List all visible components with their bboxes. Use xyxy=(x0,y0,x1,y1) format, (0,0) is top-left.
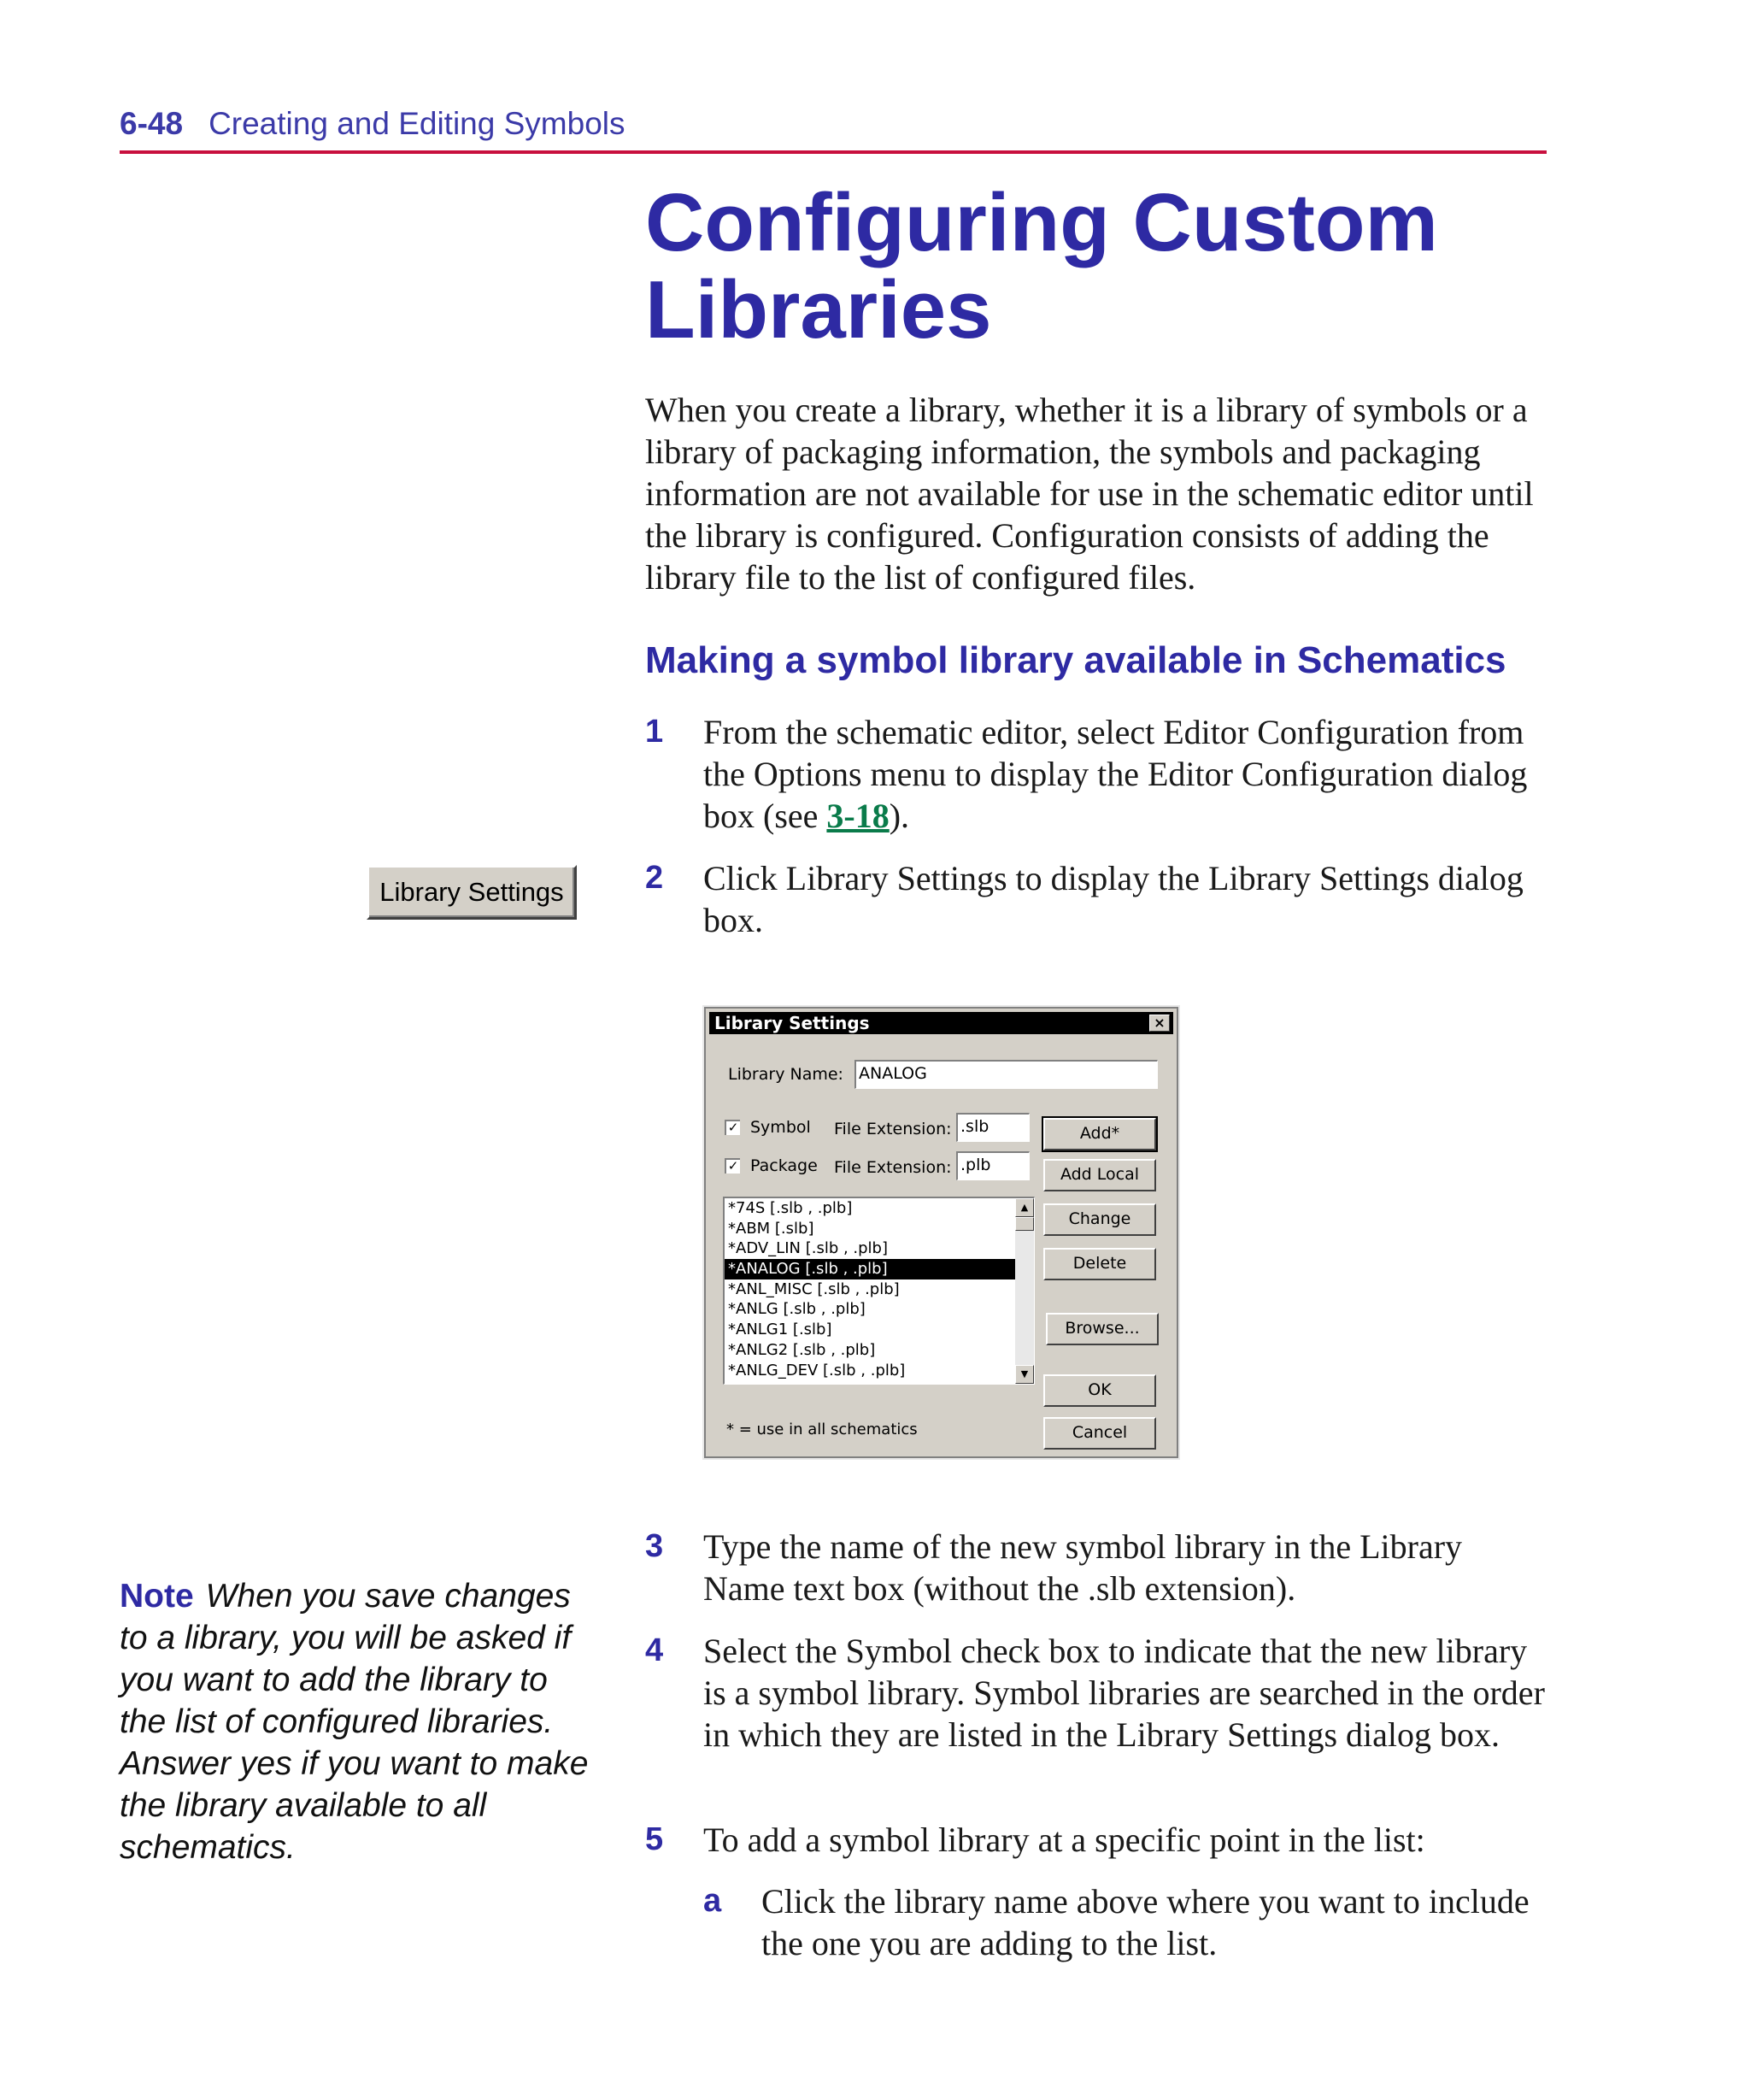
step-text-part: ). xyxy=(889,797,910,835)
step-text: Click Library Settings to display the Library Settings dialog box. xyxy=(703,859,1524,939)
package-label: Package xyxy=(750,1156,818,1175)
library-list-item[interactable]: *ANLG_DEV [.slb , .plb] xyxy=(728,1361,906,1379)
package-extension-input[interactable]: .plb xyxy=(956,1151,1030,1180)
ok-button[interactable]: OK xyxy=(1043,1374,1156,1407)
library-settings-dialog xyxy=(704,1007,1178,1458)
cross-reference-link[interactable]: 3-18 xyxy=(826,797,890,835)
step-text: To add a symbol library at a specific point in the list: xyxy=(703,1821,1425,1859)
add-button[interactable]: Add* xyxy=(1043,1118,1156,1150)
step-number: 1 xyxy=(645,714,664,750)
step-4 xyxy=(645,1630,1551,1756)
package-checkbox[interactable]: ✓ xyxy=(725,1158,740,1174)
chapter-title: Creating and Editing Symbols xyxy=(208,106,625,141)
margin-note xyxy=(120,1575,598,1868)
scroll-down-icon[interactable]: ▼ xyxy=(1015,1365,1034,1384)
add-local-button[interactable]: Add Local xyxy=(1043,1159,1156,1191)
scroll-up-icon[interactable]: ▲ xyxy=(1015,1198,1034,1217)
library-name-input[interactable]: ANALOG xyxy=(854,1060,1158,1089)
library-list-item[interactable]: *ANLG1 [.slb] xyxy=(728,1321,832,1339)
step-number: 5 xyxy=(645,1821,664,1857)
step-5 xyxy=(645,1819,1551,1861)
library-list-item[interactable]: *ADV_LIN [.slb , .plb] xyxy=(728,1239,889,1258)
browse-button[interactable]: Browse... xyxy=(1046,1313,1159,1345)
library-name-label: Library Name: xyxy=(728,1065,843,1084)
step-number: 4 xyxy=(645,1632,664,1668)
library-list-item[interactable]: *74S [.slb , .plb] xyxy=(728,1199,853,1217)
library-list-item[interactable]: *ANL_MISC [.slb , .plb] xyxy=(728,1279,900,1298)
step-letter: a xyxy=(703,1883,722,1919)
step-1 xyxy=(645,711,1551,837)
scroll-thumb[interactable] xyxy=(1015,1217,1034,1231)
delete-button[interactable]: Delete xyxy=(1043,1248,1156,1280)
symbol-extension-input[interactable]: .slb xyxy=(956,1113,1030,1142)
symbol-extension-label: File Extension: xyxy=(834,1120,952,1138)
section-heading: Making a symbol library available in Schematics xyxy=(645,639,1506,681)
note-label: Note xyxy=(120,1578,194,1615)
library-settings-button[interactable]: Library Settings xyxy=(367,865,577,920)
step-text: Click the library name above where you want to include the one you are adding to the list. xyxy=(761,1882,1530,1962)
symbol-checkbox[interactable]: ✓ xyxy=(725,1120,740,1135)
library-list-item[interactable]: *ANLG [.slb , .plb] xyxy=(728,1300,866,1319)
step-text: Type the name of the new symbol library in the Library Name text box (without the .slb extension). xyxy=(703,1527,1463,1608)
library-list-items xyxy=(725,1198,1034,1380)
page-header xyxy=(120,106,1547,154)
package-extension-label: File Extension: xyxy=(834,1158,952,1177)
step-text: Select the Symbol check box to indicate that the new library is a symbol library. Symbol libraries are searched in the order in which they are listed in the Library Settings dialog box. xyxy=(703,1632,1545,1754)
list-scrollbar[interactable] xyxy=(1015,1198,1034,1384)
dialog-title: Library Settings xyxy=(714,1013,870,1033)
step-5a xyxy=(645,1880,1551,1964)
change-button[interactable]: Change xyxy=(1043,1203,1156,1236)
cancel-button[interactable]: Cancel xyxy=(1043,1417,1156,1450)
page-title: Configuring Custom Libraries xyxy=(645,177,1438,356)
note-text: When you save changes to a library, you will be asked if you want to add the library to the list of configured libraries. Answer yes if you want to make the library available to all schematics. xyxy=(120,1578,589,1866)
close-icon[interactable]: × xyxy=(1149,1015,1170,1032)
step-number: 2 xyxy=(645,860,664,896)
step-text-part: From the schematic editor, select Editor Configuration from the Options menu to display the Editor Configuration dialog box (see xyxy=(703,713,1528,835)
library-list-item[interactable]: *ANLG2 [.slb , .plb] xyxy=(728,1340,876,1359)
step-3 xyxy=(645,1526,1551,1609)
library-list-item[interactable]: *ABM [.slb] xyxy=(728,1219,814,1238)
page-number: 6-48 xyxy=(120,106,184,141)
dialog-titlebar xyxy=(709,1012,1173,1034)
step-number: 3 xyxy=(645,1528,664,1564)
symbol-label: Symbol xyxy=(750,1118,811,1137)
library-list[interactable] xyxy=(723,1197,1035,1385)
step-text xyxy=(703,711,1551,837)
dialog-footnote: * = use in all schematics xyxy=(726,1421,918,1438)
step-2 xyxy=(645,857,1551,941)
intro-paragraph: When you create a library, whether it is a library of symbols or a library of packaging information, the symbols and packaging information are not available for use in the schematic editor until the library is configured. Configuration consists of adding the library file to the list of configured files. xyxy=(645,391,1534,597)
library-list-item[interactable]: *ANALOG [.slb , .plb] xyxy=(725,1259,1015,1279)
